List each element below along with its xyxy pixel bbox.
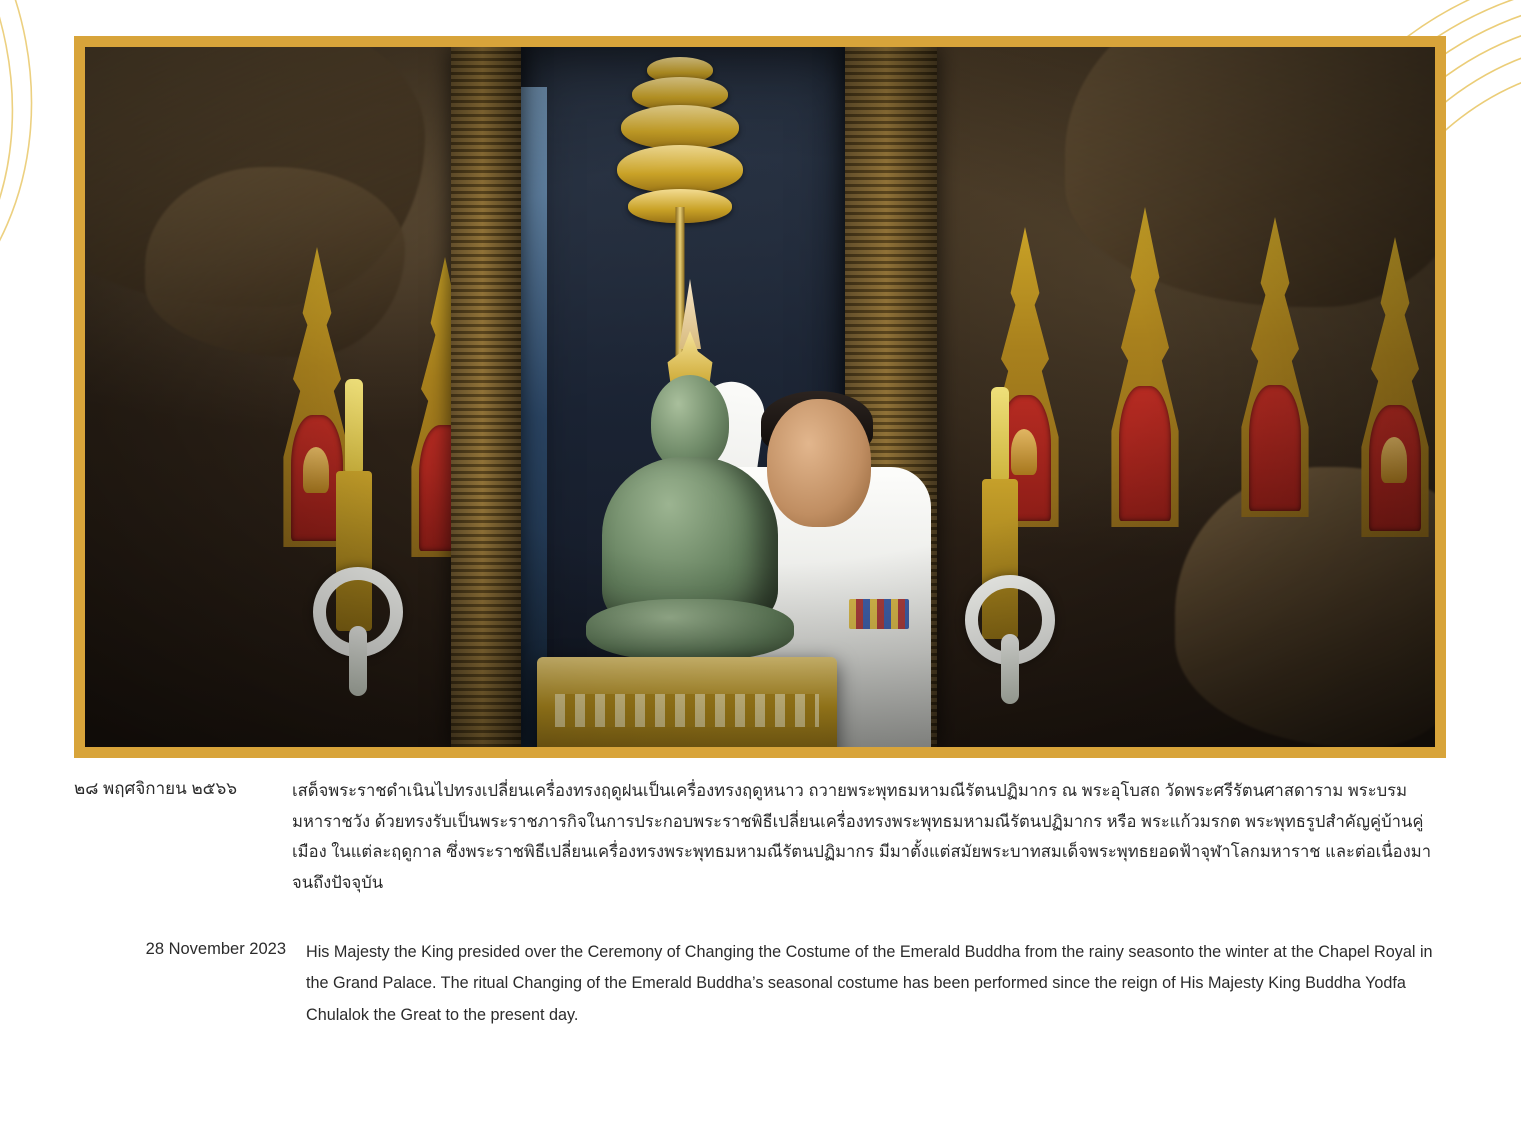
golden-pedestal <box>537 657 837 747</box>
tiered-umbrella <box>615 57 745 277</box>
medal-ribbons <box>849 599 909 629</box>
candle-left <box>345 379 363 475</box>
carved-pillar-left <box>451 47 521 747</box>
emerald-buddha-statue <box>583 365 797 665</box>
candle-right <box>991 387 1009 483</box>
caption-english-text: His Majesty the King presided over the Ceremony of Changing the Costume of the Emerald Buddha from the rainy seasonto the winter at the Chapel Royal in the Grand Palace. The ritual Changing of the Emerald Buddha’s seasonal costume has been performed since the reign of His Majesty King Buddha Yodfa Chulalok the Great to the present day. <box>306 942 1433 1024</box>
flower-garland-left <box>313 567 403 657</box>
photo-frame <box>74 36 1446 758</box>
caption-thai-date: ๒๘ พฤศจิกายน ๒๕๖๖ <box>74 779 238 798</box>
caption-english-date: 28 November 2023 <box>145 939 286 958</box>
ceremony-photograph <box>85 47 1435 747</box>
caption-block <box>0 776 1521 1032</box>
caption-thai-text: เสด็จพระราชดำเนินไปทรงเปลี่ยนเครื่องทรงฤดูฝนเป็นเครื่องทรงฤดูหนาว ถวายพระพุทธมหามณีรัตนปฏิมากร ณ พระอุโบสถ วัดพระศรีรัตนศาสดาราม พระบรมมหาราชวัง ด้วยทรงรับเป็นพระราชภารกิจในการประกอบพระราชพิธีเปลี่ยนเครื่องทรงพระพุทธมหามณีรัตนปฏิมากร หรือ พระแก้วมรกต พระพุทธรูปสำคัญคู่บ้านคู่เมือง ในแต่ละฤดูกาล ซึ่งพระราชพิธีเปลี่ยนเครื่องทรงพระพุทธมหามณีรัตนปฏิมากร มีมาตั้งแต่สมัยพระบาทสมเด็จพระพุทธยอดฟ้าจุฬาโลกมหาราช และต่อเนื่องมาจนถึงปัจจุบัน <box>292 781 1432 893</box>
mirror-panel <box>517 87 547 747</box>
caption-thai <box>74 776 1447 899</box>
caption-english <box>74 937 1447 1032</box>
flower-garland-right <box>965 575 1055 665</box>
